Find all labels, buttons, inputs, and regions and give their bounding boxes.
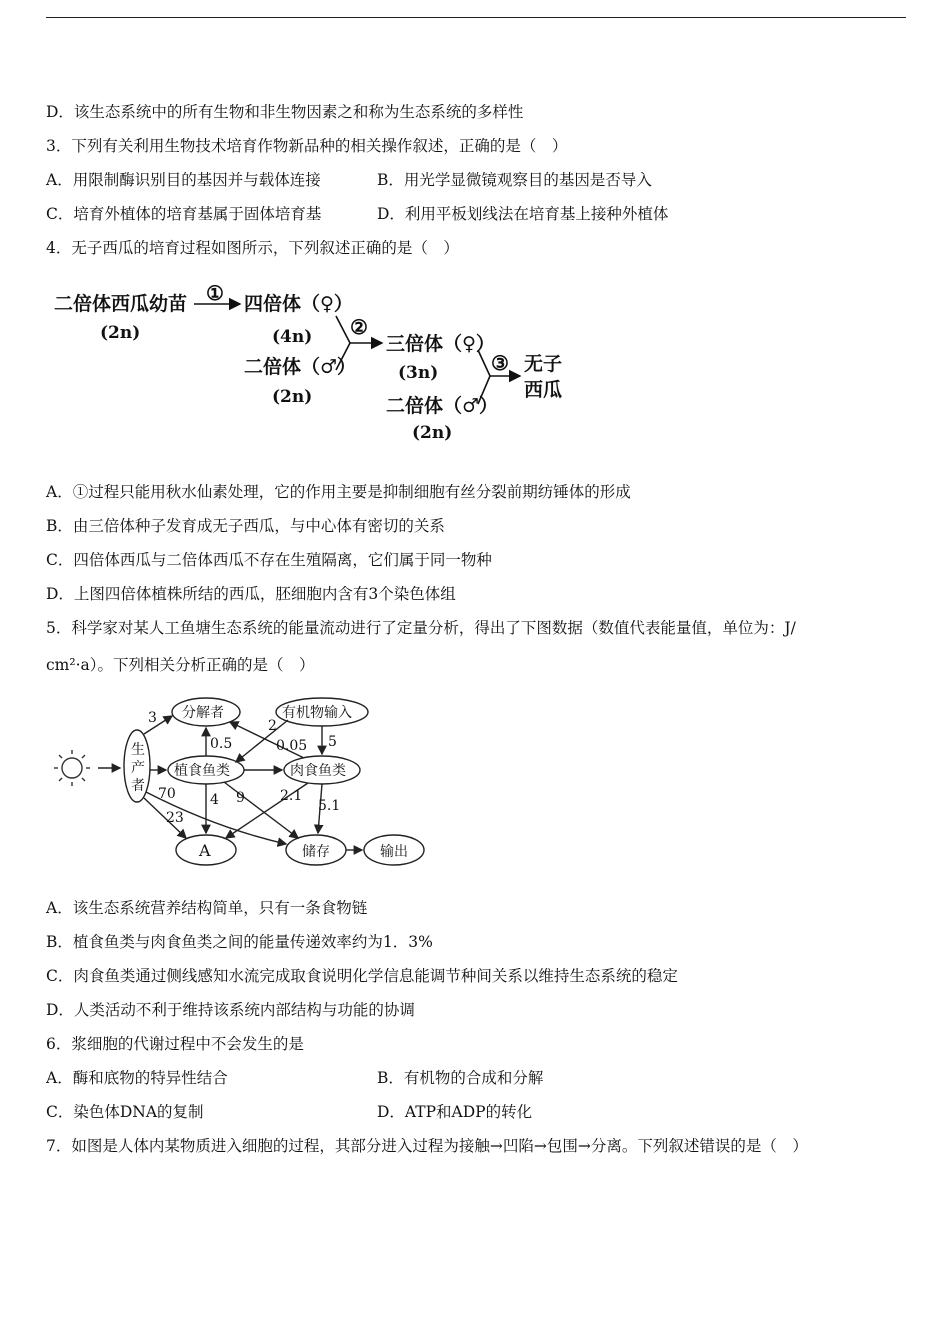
seedless-watermelon-label-2: 西瓜 <box>524 379 563 401</box>
q4-option-c: C．四倍体西瓜与二倍体西瓜不存在生殖隔离，它们属于同一物种 <box>46 551 492 569</box>
diploid-2-ploidy: (2n) <box>412 423 453 443</box>
q3-option-c: C．培育外植体的培育基属于固体培育基 <box>46 205 322 223</box>
producer-char-1: 生 <box>131 742 145 758</box>
q4-option-d: D．上图四倍体植株所结的西瓜，胚细胞内含有3个染色体组 <box>46 585 456 603</box>
storage-label: 储存 <box>302 844 330 860</box>
question-7: 7．如图是人体内某物质进入细胞的过程，其部分进入过程为接触→凹陷→包围→分离。下列叙述错误的是（ ） <box>46 1137 808 1155</box>
tetraploid-ploidy: (4n) <box>272 327 313 347</box>
value-prod-decomp: 3 <box>148 710 157 726</box>
triploid-ploidy: (3n) <box>398 363 439 383</box>
seedling-ploidy: (2n) <box>100 323 141 343</box>
output-label: 输出 <box>380 844 408 860</box>
q3-option-d: D．利用平板划线法在培育基上接种外植体 <box>377 205 669 223</box>
step-1-label: ① <box>206 281 224 305</box>
value-carn-decomp: 0.05 <box>276 738 308 754</box>
diploid-1-ploidy: (2n) <box>272 387 313 407</box>
q3-option-a: A．用限制酶识别目的基因并与载体连接 <box>46 171 321 189</box>
seedless-watermelon-label-1: 无子 <box>524 353 563 375</box>
energy-flow-diagram <box>46 688 436 870</box>
value-input-carn: 5 <box>328 734 337 750</box>
triploid-label: 三倍体（♀） <box>386 333 495 355</box>
value-input-herb: 2 <box>268 718 277 734</box>
q5-option-d: D．人类活动不利于维持该系统内部结构与功能的协调 <box>46 1001 415 1019</box>
step-3-label: ③ <box>491 351 509 375</box>
node-a-label: A <box>199 841 211 860</box>
tetraploid-label: 四倍体（♀） <box>244 293 353 315</box>
q5-option-b: B．植食鱼类与肉食鱼类之间的能量传递效率约为1．3% <box>46 933 433 951</box>
step-2-label: ② <box>350 315 368 339</box>
q4-option-a: A．①过程只能用秋水仙素处理，它的作用主要是抑制细胞有丝分裂前期纺锤体的形成 <box>46 483 631 501</box>
value-herb-decomp: 0.5 <box>210 736 233 752</box>
q5-option-a: A．该生态系统营养结构简单，只有一条食物链 <box>46 899 368 917</box>
diploid-male-2-label: 二倍体（♂） <box>386 395 499 417</box>
q5-option-c: C．肉食鱼类通过侧线感知水流完成取食说明化学信息能调节种间关系以维持生态系统的稳定 <box>46 967 678 985</box>
q6-option-d: D．ATP和ADP的转化 <box>377 1103 533 1121</box>
value-herb-a: 4 <box>210 792 219 808</box>
merge-line-1a <box>336 316 350 343</box>
q6-option-b: B．有机物的合成和分解 <box>377 1069 544 1087</box>
decomposer-label: 分解者 <box>182 705 224 721</box>
carnivore-label: 肉食鱼类 <box>290 763 346 779</box>
header-rule <box>46 17 906 18</box>
question-5-line-1: 5．科学家对某人工鱼塘生态系统的能量流动进行了定量分析，得出了下图数据（数值代表能量值，单位为：J/ <box>46 619 796 637</box>
value-prod-storage: 70 <box>158 786 176 802</box>
herbivore-label: 植食鱼类 <box>174 763 230 779</box>
watermelon-breeding-diagram <box>46 278 586 448</box>
q6-option-c: C．染色体DNA的复制 <box>46 1103 204 1121</box>
q6-option-a: A．酶和底物的特异性结合 <box>46 1069 228 1087</box>
organic-input-label: 有机物输入 <box>282 705 352 721</box>
question-4: 4．无子西瓜的培育过程如图所示，下列叙述正确的是（ ） <box>46 239 459 257</box>
value-carn-a: 2.1 <box>280 788 303 804</box>
value-herb-storage: 9 <box>236 790 245 806</box>
seedling-label: 二倍体西瓜幼苗 <box>54 293 188 315</box>
q3-option-b: B．用光学显微镜观察目的基因是否导入 <box>377 171 652 189</box>
q4-option-b: B．由三倍体种子发育成无子西瓜，与中心体有密切的关系 <box>46 517 445 535</box>
value-prod-a: 23 <box>166 810 184 826</box>
question-6: 6．浆细胞的代谢过程中不会发生的是 <box>46 1035 304 1053</box>
question-3: 3．下列有关利用生物技术培育作物新品种的相关操作叙述，正确的是（ ） <box>46 137 568 155</box>
sun-icon <box>54 750 90 786</box>
producer-char-3: 者 <box>131 778 145 794</box>
question-5-line-2: cm²·a）。下列相关分析正确的是（ ） <box>46 656 315 674</box>
value-carn-storage: 5.1 <box>318 798 341 814</box>
diploid-male-1-label: 二倍体（♂） <box>244 356 357 378</box>
q2-option-d: D．该生态系统中的所有生物和非生物因素之和称为生态系统的多样性 <box>46 103 524 121</box>
producer-char-2: 产 <box>131 760 145 776</box>
